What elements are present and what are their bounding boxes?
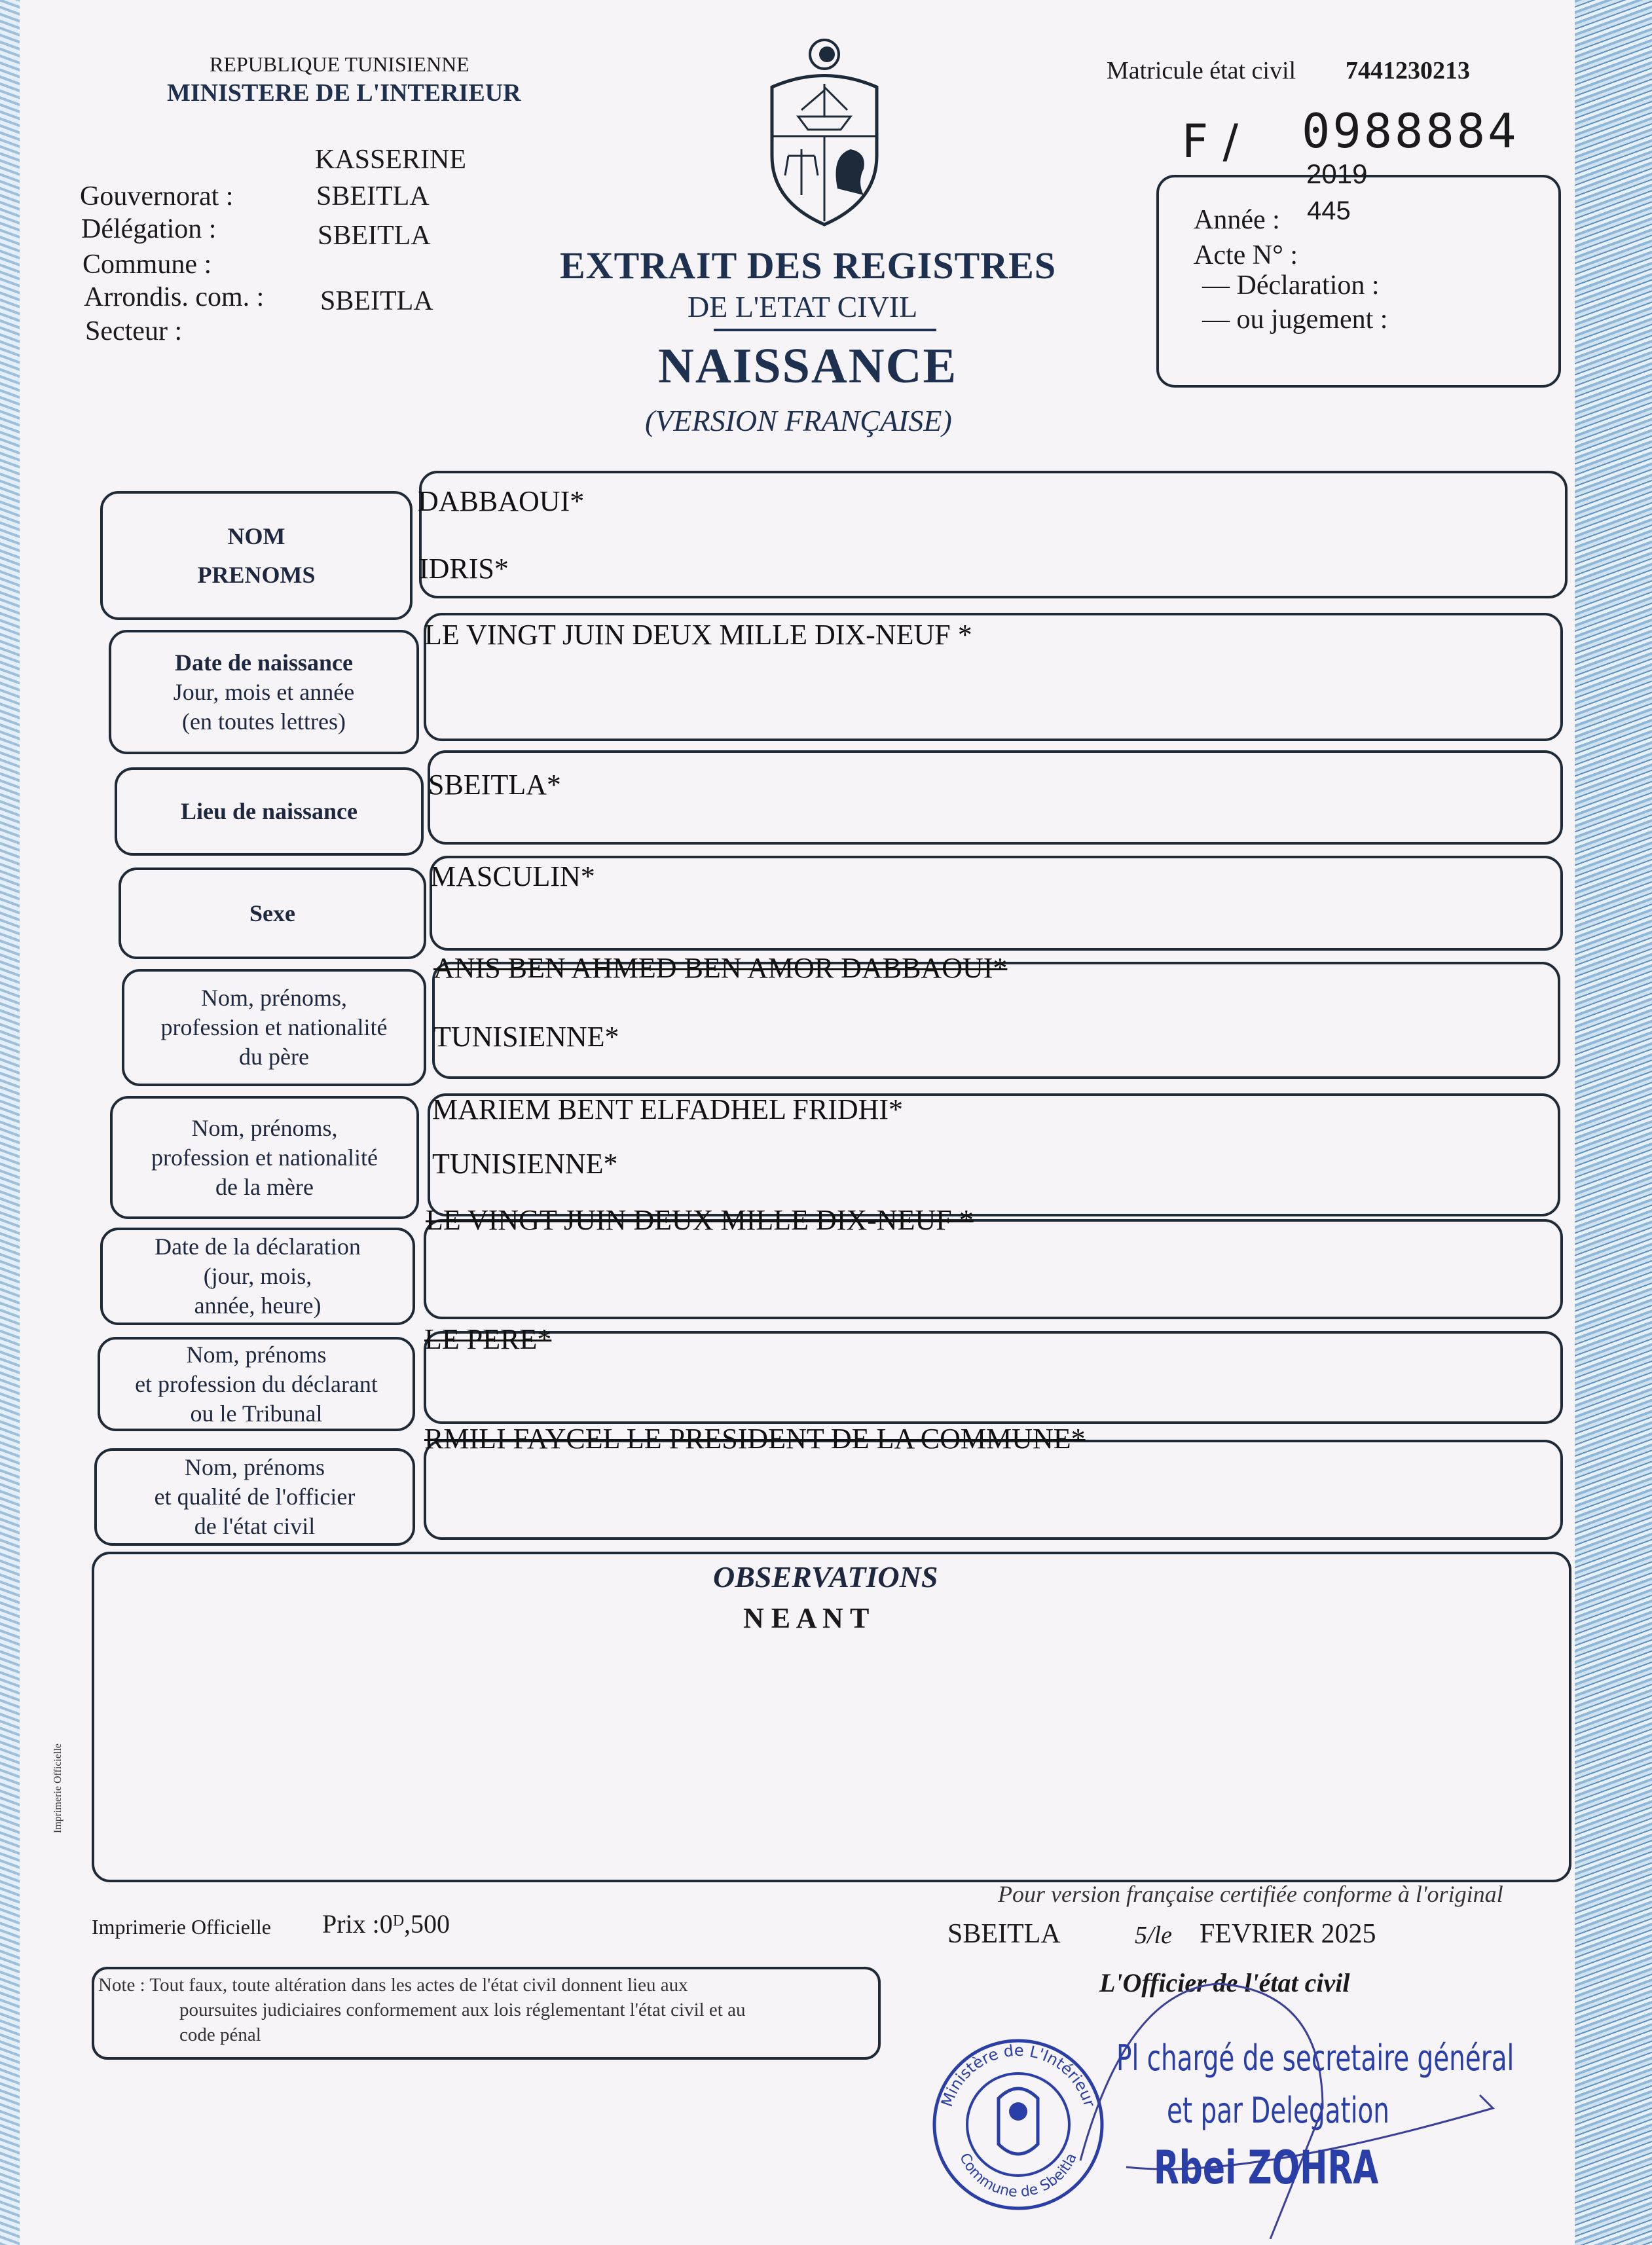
declaration-date-label-1: Date de la déclaration <box>155 1233 361 1260</box>
declarant-value-box <box>424 1331 1563 1424</box>
version-label: (VERSION FRANÇAISE) <box>645 404 952 437</box>
declaration-date-value: LE VINGT JUIN DEUX MILLE DIX-NEUF * <box>426 1204 974 1236</box>
issue-day: 5/le <box>1135 1922 1172 1949</box>
pere-name-value: ANIS BEN AHMED BEN AMOR DABBAOUI* <box>433 952 1008 984</box>
issue-place: SBEITLA <box>947 1919 1061 1949</box>
mere-name-value: MARIEM BENT ELFADHEL FRIDHI* <box>432 1093 904 1125</box>
commune-label: Commune : <box>83 249 212 280</box>
delegation-value: SBEITLA <box>318 221 431 251</box>
price-label: Prix :0ᴰ,500 <box>322 1909 450 1939</box>
legal-note-3: code pénal <box>179 2024 261 2045</box>
sexe-label: Sexe <box>249 900 295 926</box>
officier-label-1: Nom, prénoms <box>185 1454 325 1480</box>
mere-label-3: de la mère <box>215 1173 314 1200</box>
pere-label-1: Nom, prénoms, <box>201 985 347 1011</box>
declaration-date-label-3: année, heure) <box>194 1292 321 1319</box>
dob-label-note: (en toutes lettres) <box>182 708 346 735</box>
title-divider <box>714 329 936 331</box>
dob-value: LE VINGT JUIN DEUX MILLE DIX-NEUF * <box>424 619 972 651</box>
declaration-label: — Déclaration : <box>1202 270 1380 301</box>
name-value-box <box>419 471 1568 598</box>
nom-value: DABBAOUI* <box>418 485 585 517</box>
seal-text-bottom: Commune de Sbeitla <box>956 2151 1080 2201</box>
sexe-value-box <box>430 856 1563 951</box>
pere-label-2: profession et nationalité <box>160 1014 388 1040</box>
mere-nationality-value: TUNISIENNE* <box>432 1148 618 1180</box>
lieu-label: Lieu de naissance <box>180 798 358 824</box>
jugement-label: — ou jugement : <box>1202 304 1388 335</box>
coat-of-arms-icon <box>759 38 890 228</box>
sexe-value: MASCULIN* <box>430 860 595 892</box>
year-value: 2019 <box>1306 158 1368 189</box>
officier-label-box <box>94 1448 415 1546</box>
observations-label: OBSERVATIONS <box>713 1560 938 1594</box>
republic-label: REPUBLIQUE TUNISIENNE <box>210 52 469 76</box>
gouvernorat-value: SBEITLA <box>316 181 430 211</box>
gouvernorat-label: Gouvernorat : <box>80 181 234 211</box>
declarant-label-1: Nom, prénoms <box>186 1341 327 1368</box>
declarant-label-2: et profession du déclarant <box>135 1370 378 1397</box>
mere-label-1: Nom, prénoms, <box>191 1114 338 1141</box>
officier-label-2: et qualité de l'officier <box>154 1484 356 1510</box>
declarant-value: LE PERE* <box>424 1323 552 1355</box>
dob-label: Date de naissance <box>175 649 353 676</box>
dob-label-box <box>109 630 419 754</box>
delegation-label: Délégation : <box>81 214 217 244</box>
stamp-line-1: Pl chargé de secretaire général <box>1116 2037 1514 2079</box>
document-subtitle: DE L'ETAT CIVIL <box>688 290 918 323</box>
declaration-date-label-box <box>100 1228 415 1325</box>
security-border-left <box>0 0 20 2245</box>
region-value: KASSERINE <box>315 145 467 175</box>
legal-note-2: poursuites judiciaires conformement aux lois réglementant l'état civil et au <box>179 1999 746 2020</box>
seal-text-top: Ministère de L'Intérieur <box>937 2041 1099 2109</box>
legal-note: Note : Tout faux, toute altération dans les actes de l'état civil donnent lieu aux <box>98 1975 688 1996</box>
serial-prefix: F / <box>1182 115 1239 168</box>
mere-label-box <box>110 1096 419 1219</box>
declarant-label-3: ou le Tribunal <box>190 1400 323 1427</box>
officer-title: L'Officier de l'état civil <box>1099 1968 1350 1998</box>
arrondissement-value: SBEITLA <box>320 286 433 316</box>
printer-label: Imprimerie Officielle <box>92 1915 271 1939</box>
side-print-label: Imprimerie Officielle <box>52 1743 64 1833</box>
act-type: NAISSANCE <box>658 338 958 393</box>
stamp-line-2: et par Delegation <box>1167 2090 1389 2131</box>
prenoms-value: IDRIS* <box>419 553 509 585</box>
lieu-value-box <box>428 750 1563 845</box>
issue-date: FEVRIER 2025 <box>1200 1919 1376 1949</box>
lieu-label-box <box>115 767 424 856</box>
matricule-label: Matricule état civil <box>1107 57 1296 84</box>
nom-label: NOM <box>227 522 285 549</box>
certification-text: Pour version française certifiée conforme à l'original <box>998 1881 1503 1907</box>
officier-label-3: de l'état civil <box>194 1513 316 1539</box>
pere-nationality-value: TUNISIENNE* <box>433 1021 619 1053</box>
document-title: EXTRAIT DES REGISTRES <box>560 244 1057 287</box>
stamp-officer-name: Rbei ZOHRA <box>1154 2141 1379 2195</box>
pere-label-3: du père <box>239 1044 309 1070</box>
sexe-label-box <box>119 867 426 959</box>
pere-label-box <box>122 969 426 1086</box>
dob-label-detail: Jour, mois et année <box>173 678 355 705</box>
officier-value: RMILI FAYCEL LE PRESIDENT DE LA COMMUNE* <box>424 1423 1086 1455</box>
serial-number: 0988884 <box>1302 103 1519 158</box>
secteur-label: Secteur : <box>85 316 183 346</box>
mere-label-2: profession et nationalité <box>151 1144 378 1171</box>
prenoms-label: PRENOMS <box>197 561 316 588</box>
matricule-value: 7441230213 <box>1346 57 1470 84</box>
annee-label: Année : <box>1194 205 1280 235</box>
declaration-date-label-2: (jour, mois, <box>203 1263 312 1289</box>
ministry-label: MINISTERE DE L'INTERIEUR <box>167 79 521 107</box>
arrondissement-label: Arrondis. com. : <box>84 282 265 312</box>
lieu-value: SBEITLA* <box>428 769 561 801</box>
observations-value: N E A N T <box>743 1602 870 1634</box>
acte-number-value: 445 <box>1307 196 1351 225</box>
declarant-label-box <box>98 1337 415 1431</box>
name-label-box <box>100 491 413 620</box>
security-border-right <box>1575 0 1652 2245</box>
acte-label: Acte N° : <box>1194 240 1298 270</box>
